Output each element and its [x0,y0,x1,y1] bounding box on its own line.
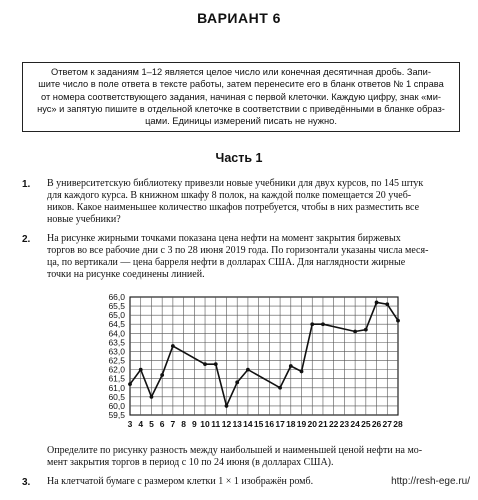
instruction-line: Ответом к заданиям 1–12 является целое число или конечная десятичная дробь. Запи- [51,67,431,77]
data-point [203,362,207,366]
data-point [278,386,282,390]
x-tick-label: 21 [318,419,328,429]
y-tick-label: 66,0 [108,292,125,302]
y-tick-label: 63,0 [108,346,125,357]
oil-price-chart [0,285,478,445]
data-point [300,370,304,374]
part-title: Часть 1 [215,151,263,165]
y-tick-label: 64,0 [108,328,125,339]
question-line: ников. Какое наименьшее количество шкафов потребуется, чтобы в них разместить все [47,202,420,213]
y-tick-label: 63,5 [108,337,125,348]
data-point [214,362,218,366]
y-tick-label: 60,0 [108,400,125,411]
question-line: торгов во все рабочие дни с 3 по 28 июня 2019 года. По горизонтали указаны числа меся- [47,245,429,256]
x-tick-label: 27 [382,419,393,429]
x-tick-label: 5 [149,419,154,429]
question-1-text [47,178,467,226]
data-point [150,395,154,399]
instruction-line: нус» и запятую пишите в отдельной клеточке в соответствии с приведёнными в бланке образ- [37,103,445,114]
x-tick-label: 22 [328,419,339,429]
y-tick-label: 61,0 [108,382,125,393]
variant-title: ВАРИАНТ 6 [197,10,281,26]
question-line: новые учебники? [47,214,121,225]
x-tick-label: 3 [127,419,133,429]
instruction-line: от номера соответствующего задания, начиная с первой клеточки. Каждую цифру, знак «ми- [41,91,441,102]
x-tick-label: 8 [181,419,186,429]
data-point [139,368,143,372]
x-tick-label: 20 [307,419,317,429]
question-line: Определите по рисунку разность между наибольшей и наименьшей ценой нефти на мо- [47,445,423,456]
data-point [321,322,325,326]
x-tick-label: 18 [286,419,296,429]
y-tick-label: 65,0 [108,310,125,321]
x-tick-label: 11 [211,419,221,429]
y-tick-label: 64,5 [108,319,125,330]
question-line: ца, по вертикали — цена барреля нефти в долларах США. Для наглядности жирные [47,257,406,268]
data-point [225,404,229,408]
data-point [246,368,250,372]
instruction-line: цами. Единицы измерений писать не нужно. [145,116,337,127]
x-tick-label: 10 [200,419,210,429]
question-number: 2. [22,234,31,245]
x-tick-label: 25 [361,419,371,429]
question-2-followup [47,445,467,469]
x-tick-label: 14 [243,419,253,429]
x-tick-label: 19 [296,419,307,429]
data-point [310,322,314,326]
data-point [385,302,389,306]
data-point [396,319,400,323]
data-point [160,373,164,377]
data-point [375,301,379,305]
question-line: На клетчатой бумаге с размером клетки 1 × 1 изображён ромб. [47,476,314,487]
instructions-box [22,62,460,132]
question-number: 1. [22,179,31,190]
x-tick-label: 15 [253,419,264,429]
x-tick-label: 16 [264,419,275,429]
data-point [171,344,175,348]
x-tick-label: 9 [191,419,197,429]
y-tick-label: 62,5 [108,355,125,366]
question-number: 3. [22,477,31,488]
x-tick-label: 26 [371,419,382,429]
question-2-text [47,233,467,281]
y-tick-label: 65,5 [108,301,125,312]
x-tick-label: 6 [159,419,165,429]
instruction-line: шите число в поле ответа в тексте работы, затем перенесите его в бланк ответов № 1 справа [38,79,444,90]
x-tick-label: 12 [221,419,232,429]
data-point [353,330,357,334]
data-point [364,328,368,332]
data-point [289,364,293,368]
x-tick-label: 23 [339,419,350,429]
data-point [235,380,239,384]
data-point [128,382,132,386]
y-tick-label: 61,5 [108,373,125,384]
watermark-link[interactable]: http://resh-ege.ru/ [391,476,470,487]
question-line: точки на рисунке соединены линией. [47,269,205,280]
question-line: В университетскую библиотеку привезли новые учебники для двух курсов, по 145 штук [47,178,424,189]
plot-area [130,297,398,415]
y-tick-label: 59,5 [108,410,125,420]
question-line: На рисунке жирными точками показана цена нефти на момент закрытия биржевых [47,233,401,244]
x-tick-label: 24 [350,419,360,429]
x-tick-label: 7 [170,419,176,429]
y-tick-label: 62,0 [108,364,125,375]
x-tick-label: 13 [232,419,242,429]
question-line: мент закрытия торгов в период с 10 по 24 июня (в долларах США). [47,457,334,468]
question-line: для каждого курса. В книжном шкафу 8 полок, на каждой полке помещается 20 учеб- [47,190,412,201]
x-tick-label: 28 [393,419,403,429]
x-tick-label: 4 [138,419,144,429]
y-tick-label: 60,5 [108,391,125,402]
x-tick-label: 17 [275,419,285,429]
